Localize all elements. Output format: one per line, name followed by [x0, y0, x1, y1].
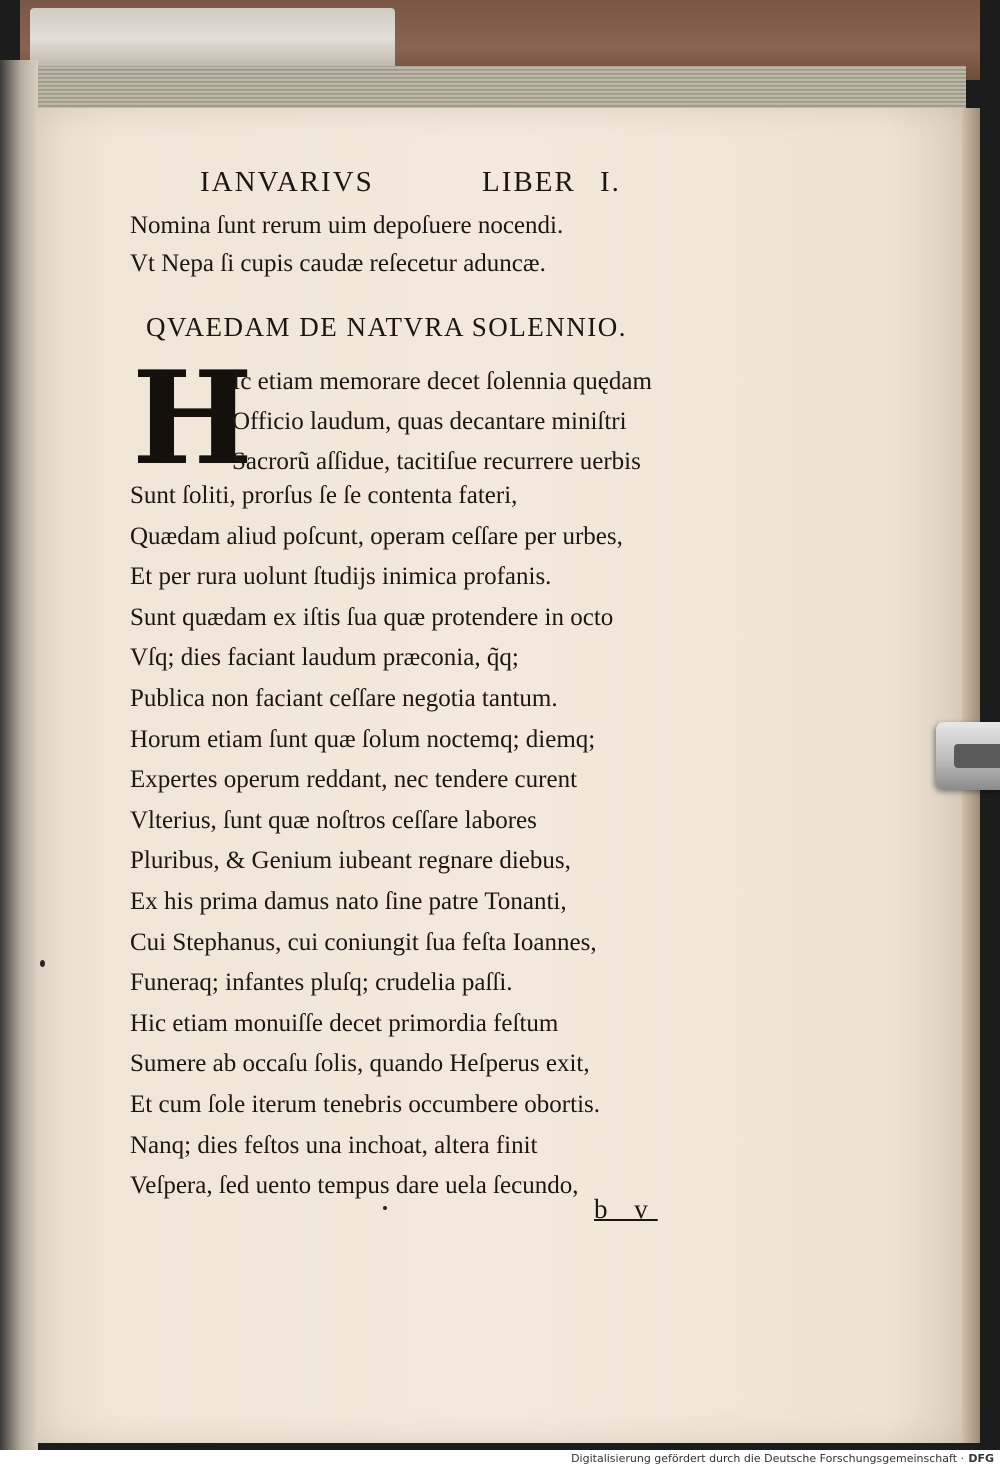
page-clip: [936, 722, 1000, 790]
verse-line: Sunt quædam ex iſtis ſua quæ protendere in octo: [130, 603, 614, 631]
verse-line: Nomina ſunt rerum uim depoſuere nocendi.: [130, 212, 564, 239]
verse-line: Vſq; dies faciant laudum præconia, q̃q;: [130, 644, 519, 672]
verse-line: Horum etiam ſunt quæ ſolum noctemq; diemq;: [130, 725, 596, 753]
ink-speck: [40, 960, 45, 967]
signature-mark: b v: [594, 1194, 658, 1224]
left-page-edge: [0, 60, 38, 1450]
verse-line: Ex his prima damus nato ſine patre Tonanti,: [130, 888, 567, 915]
verse-line: Et per rura uolunt ſtudijs inimica profanis.: [130, 563, 552, 591]
verse-line: Pluribus, & Genium iubeant regnare diebus,: [130, 847, 571, 875]
verse-line: Sumere ab occaſu ſolis, quando Heſperus exit,: [130, 1050, 590, 1078]
cover-paper-label: [30, 8, 395, 68]
header-month: IANVARIVS: [200, 166, 374, 198]
funding-notice: Digitalisierung gefördert durch die Deutsche Forschungsgemeinschaft ·: [571, 1452, 964, 1465]
verse-line: Veſpera, ſed uento tempus dare uela ſecundo,: [130, 1172, 579, 1200]
page-edges: [26, 66, 966, 112]
verse-line: Cui Stephanus, cui coniungit ſua feſta Ioannes,: [130, 928, 597, 956]
verse-line: Officio laudum, quas decantare miniſtri: [232, 408, 627, 435]
verse-line: Publica non faciant ceſſare negotia tantum.: [130, 685, 558, 712]
verse-line: Vlterius, ſunt quæ noſtros ceſſare labores: [130, 806, 537, 834]
verse-line: Quædam aliud poſcunt, operam ceſſare per urbes,: [130, 522, 623, 550]
verse-line: Vt Nepa ſi cupis caudæ reſecetur aduncæ.: [130, 250, 546, 277]
drop-cap: H: [132, 344, 253, 494]
dfg-logo: DFG: [968, 1452, 994, 1465]
verse-line: Expertes operum reddant, nec tendere curent: [130, 766, 578, 794]
verse-line: Funeraq; infantes pluſq; crudelia paſſi.: [130, 969, 513, 997]
clip-jaw: [954, 744, 1000, 768]
header-book-number: I.: [600, 166, 621, 198]
verse-line: Et cum ſole iterum tenebris occumbere obortis.: [130, 1091, 600, 1118]
header-liber: LIBER: [482, 166, 576, 198]
ink-speck: [383, 1206, 387, 1210]
verse-line: Ic etiam memorare decet ſolennia quędam: [232, 368, 652, 395]
running-header: [200, 166, 660, 206]
verse-line: Sunt ſoliti, prorſus ſe ſe contenta fateri,: [130, 482, 518, 509]
section-title: QVAEDAM DE NATVRA SOLENNIO.: [146, 312, 628, 342]
verse-line: Nanq; dies feſtos una inchoat, altera finit: [130, 1131, 538, 1159]
verse-line: Sacrorũ aſſidue, tacitiſue recurrere uerbis: [232, 448, 641, 475]
verse-line: Hic etiam monuiſſe decet primordia feſtum: [130, 1009, 559, 1037]
